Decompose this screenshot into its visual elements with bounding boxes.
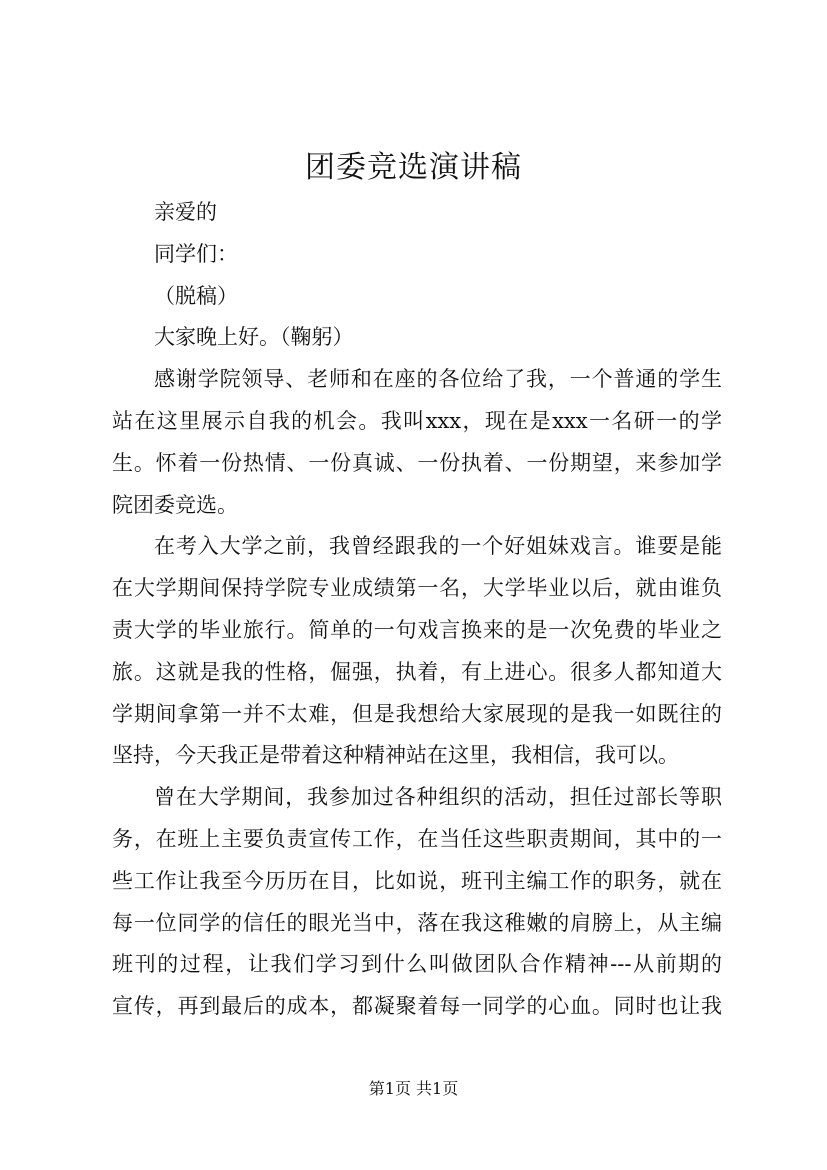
text-line: 在大学期间保持学院专业成绩第一名，大学毕业以后，就由谁负 [112,576,722,601]
document-title: 团委竞选演讲稿 [305,150,522,185]
text-line: （脱稿） [154,283,238,308]
text-line: 同学们： [154,241,238,266]
document-body [112,192,722,1028]
text-line: 学期间拿第一并不太难，但是我想给大家展现的是我一如既往的 [112,701,722,726]
text-line: 亲爱的 [154,200,217,224]
text-line: 宣传，再到最后的成本，都凝聚着每一同学的心血。同时也让我 [112,994,722,1019]
text-line: 大家晚上好。（鞠躬） [154,325,354,350]
text-line: 感谢学院领导、老师和在座的各位给了我，一个普通的学生 [154,367,722,392]
text-line: 站在这里展示自我的机会。我叫xxx，现在是xxx一名研一的学 [112,408,722,433]
page-number-footer: 第1页 共1页 [368,1079,459,1098]
text-line: 责大学的毕业旅行。简单的一句戏言换来的是一次免费的毕业之 [112,617,722,642]
text-line: 些工作让我至今历历在目，比如说，班刊主编工作的职务，就在 [112,868,722,893]
text-line: 坚持，今天我正是带着这种精神站在这里，我相信，我可以。 [112,743,679,768]
text-line: 生。怀着一份热情、一份真诚、一份执着、一份期望，来参加学 [112,450,722,475]
text-line: 在考入大学之前，我曾经跟我的一个好姐妹戏言。谁要是能 [154,534,722,559]
text-line: 曾在大学期间，我参加过各种组织的活动，担任过部长等职 [154,785,722,810]
text-line: 院团委竞选。 [112,492,238,517]
text-line: 班刊的过程，让我们学习到什么叫做团队合作精神---从前期的 [112,952,722,977]
text-line: 务，在班上主要负责宣传工作，在当任这些职责期间，其中的一 [112,826,722,851]
text-line: 每一位同学的信任的眼光当中，落在我这稚嫩的肩膀上，从主编 [112,910,722,935]
text-line: 旅。这就是我的性格，倔强，执着，有上进心。很多人都知道大 [112,659,722,684]
